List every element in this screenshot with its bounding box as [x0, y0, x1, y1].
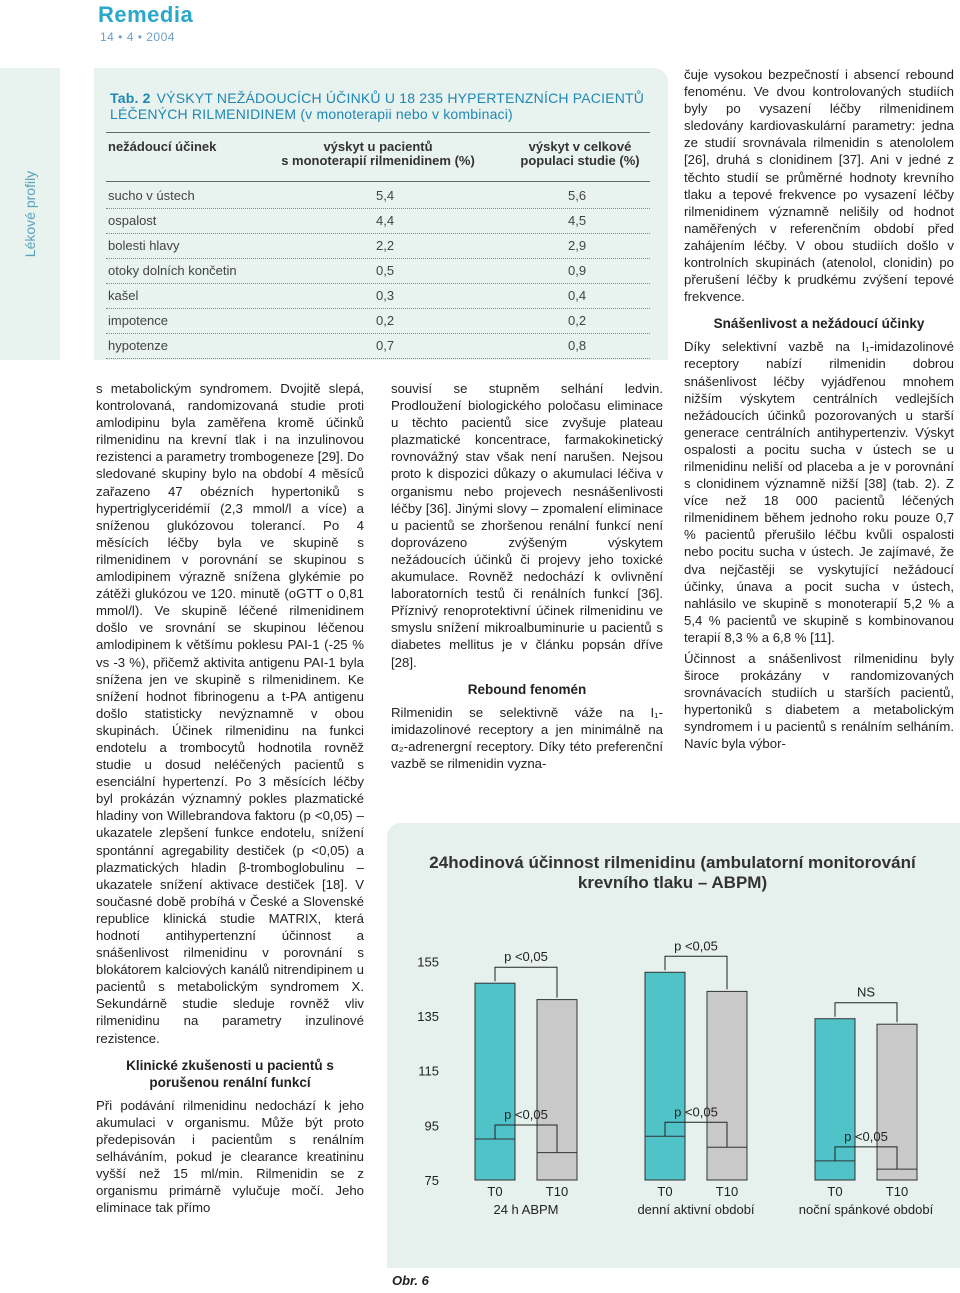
table-row	[106, 208, 650, 234]
brand-logo: Remedia	[98, 2, 194, 27]
cell-mono: 0,3	[376, 288, 395, 303]
paragraph: Díky selektivní vazbě na I₁-imidazolinové receptory nabízí rilmenidin dobrou snášenlivost léčby vyjádřenou mnohem nižším výskytem centrálních vedlejších nežádoucích účinků pozorovaných u starší generace centrálních antihypertenziv. Výskyt ospalosti a pocitu sucha v ústech se u rilmenidinu neliší od placeba a je v porovnání s clonidinem významně nižší [38] (tab. 2). Z více než 18 000 pacientů léčených rilmenidinem během jednoho roku pouze 0,7 % pacientů přerušilo léčbu kvůli ospalosti nebo pocitu sucha v ústech. Je zajímavé, že dva nejčastěji se vyskytující nežádoucí účinky, únava a pocit sucha v ústech, nahlásilo ve skupině s monoterapií 5,2 % a 5,4 % pacientů ve skupině s kombinovanou terapií 8,3 % a 6,8 % [11].	[684, 339, 954, 645]
x-tick-label: T0	[827, 1184, 843, 1199]
x-tick-label: T10	[715, 1184, 739, 1199]
y-tick-label: 95	[424, 1118, 439, 1134]
paragraph: čuje vysokou bezpečností i absencí rebound fenoménu. Ve dvou kontrolovaných studiích byly po vysazení léčby rilmenidinem sledovány kardiovaskulární parametry: jedna ze studií srovnávala rilmenidin s atenololem [26], druhá s clonidinem [37]. Ani v jedné z těchto studií se průměrné hodnoty krevního tlaku a tepové frekvence po vysazení léčby rilmenidinem významně nelišily od hodnot naměřených v referenčním období před zahájením léčby. V obou studiích došlo v kontrolních skupinách (atenolol, clonidin) po přerušení léčby k prudkému zvýšení tepové frekvence.	[684, 67, 954, 305]
table-row	[106, 183, 650, 209]
cell-total: 0,2	[568, 313, 587, 328]
cell-mono: 4,4	[376, 213, 395, 228]
table-col-mono-line2: s monoterapií rilmenidinem (%)	[281, 153, 475, 168]
table-row	[106, 283, 650, 309]
paragraph: Účinnost a snášenlivost rilmenidinu byly široce prokázány v randomizovaných srovnávacích studiích u starších pacientů, hypertoniků s diabetem a metabolickým syndromem i u pacientů s renálním selháním. Navíc byla výbor-	[684, 651, 954, 752]
table-col-total-line2: populaci studie (%)	[520, 153, 640, 168]
significance-label: p <0,05	[504, 1107, 548, 1122]
abpm-bar-chart	[387, 900, 960, 1230]
x-tick-label: T0	[657, 1184, 673, 1199]
cell-effect: sucho v ústech	[108, 188, 195, 203]
table-title-text: VÝSKYT NEŽÁDOUCÍCH ÚČINKŮ U 18 235 HYPERTENZNÍCH PACIENTŮ LÉČENÝCH RILMENIDINEM (v monoterapii nebo v kombinaci)	[110, 90, 645, 122]
table-row	[106, 233, 650, 259]
table-number: Tab. 2	[110, 90, 151, 106]
cell-effect: otoky dolních končetin	[108, 263, 237, 278]
section-heading-renal: Klinické zkušenosti u pacientů s porušenou renální funkcí	[126, 1057, 334, 1090]
y-tick-label: 115	[418, 1063, 439, 1079]
table-col-mono-line1: výskyt u pacientů	[323, 139, 433, 154]
x-tick-label: T10	[545, 1184, 569, 1199]
bar-t0	[645, 972, 685, 1180]
group-label: 24 h ABPM	[493, 1202, 559, 1217]
text-column-middle	[391, 380, 663, 772]
cell-mono: 2,2	[376, 238, 395, 253]
section-label: Lékové profily	[22, 170, 38, 258]
cell-mono: 0,5	[376, 263, 395, 278]
paragraph: Při podávání rilmenidinu nedochází k jeho akumulaci v organismu. Může být proto předepisován i pacientům s renálním selháváním, pokud je clearance kreatininu vyšší než 15 ml/min. Rilmenidin se z organismu primárně vylučuje močí. Jeho eliminace tak přímo	[96, 1097, 364, 1216]
section-heading-tolerability: Snášenlivost a nežádoucí účinky	[713, 316, 925, 332]
cell-total: 5,6	[568, 188, 587, 203]
cell-effect: ospalost	[108, 213, 157, 228]
table-col-total-line1: výskyt v celkové	[528, 139, 632, 154]
significance-label: NS	[856, 984, 876, 1000]
table-title	[110, 90, 650, 122]
bar-t0	[475, 983, 515, 1180]
text-column-left	[96, 380, 364, 1216]
section-heading-rebound: Rebound fenomén	[467, 681, 587, 697]
y-tick-label: 75	[424, 1173, 439, 1188]
table-row	[106, 258, 650, 284]
significance-label: p <0,05	[674, 938, 718, 954]
chart-title: 24hodinová účinnost rilmenidinu (ambulatorní monitorování krevního tlaku – ABPM)	[429, 853, 916, 892]
cell-effect: impotence	[108, 313, 168, 328]
cell-mono: 5,4	[376, 188, 395, 203]
table-header-rule-bottom	[106, 181, 650, 182]
significance-label: p <0,05	[504, 949, 548, 965]
paragraph: Rilmenidin se selektivně váže na I₁-imidazolinové receptory a jen minimálně na α₂-adrenergní receptory. Díky této preferenční vazbě se rilmenidin vyzna-	[391, 704, 663, 771]
cell-total: 0,8	[568, 338, 587, 353]
table-row	[106, 308, 650, 334]
table-row	[106, 333, 650, 359]
paragraph: souvisí se stupněm selhání ledvin. Prodloužení biologického poločasu eliminace u těchto pacientů sice zvyšuje plateau plazmatické koncentrace, farmakokinetický rovnovážný stav však není narušen. Nejsou proto k dispozici důkazy o akumulaci léčiva v organismu nebo projevech nesnášenlivosti léčby [36]. Jinými slovy – zpomalení eliminace u pacientů se zhoršenou renální funkcí není doprovázeno zvýšeným výskytem nežádoucích účinků či projevy jeho toxické akumulace. Rovněž nedochází k ovlivnění laboratorních testů či renálních funkcí [36]. Příznivý renoprotektivní účinek rilmenidinu ve smyslu snížení mikroalbuminurie u pacientů s diabetes mellitus je v článku popsán dříve [28].	[391, 381, 663, 670]
cell-total: 0,9	[568, 263, 587, 278]
bar-t10	[707, 991, 747, 1180]
cell-total: 0,4	[568, 288, 587, 303]
text-column-right	[684, 66, 954, 753]
group-label: denní aktivní období	[637, 1202, 755, 1217]
table-col-total	[500, 140, 660, 168]
x-tick-label: T0	[487, 1184, 503, 1199]
significance-label: p <0,05	[674, 1104, 718, 1120]
table-header-rule	[106, 132, 650, 133]
cell-effect: hypotenze	[108, 338, 168, 353]
cell-total: 4,5	[568, 213, 587, 228]
x-tick-label: T10	[885, 1184, 909, 1199]
y-tick-label: 135	[417, 1009, 439, 1024]
cell-mono: 0,7	[376, 338, 395, 353]
cell-total: 2,9	[568, 238, 587, 253]
y-tick-label: 155	[417, 954, 439, 970]
cell-effect: kašel	[108, 288, 139, 303]
cell-mono: 0,2	[376, 313, 395, 328]
figure-label: Obr. 6	[392, 1273, 429, 1288]
table-col-effect: nežádoucí účinek	[108, 139, 217, 154]
significance-label: p <0,05	[844, 1128, 888, 1144]
table-col-mono	[268, 140, 488, 168]
issue-number: 14 • 4 • 2004	[100, 30, 175, 44]
cell-effect: bolesti hlavy	[108, 238, 180, 253]
group-label: noční spánkové období	[798, 1202, 934, 1217]
paragraph: s metabolickým syndromem. Dvojitě slepá, kontrolovaná, randomizovaná studie proti amlodipinu byla zaměřena kromě účinků rilmenidinu na krevní tlak i na inzulinovou rezistenci a parametry trombogeneze [29]. Do sledované skupiny bylo na období 4 měsíců zařazeno 47 obézních hypertoniků s hypertriglyceridémií (2,3 mmol/l a více) a sníženou glukózovou tolerancí. Po 4 měsících léčby byla ve skupině s rilmenidinem v porovnání se skupinou s amlodipinem výrazně snížena glykémie po zátěži glukózou ve 120. minutě (oGTT o 0,81 mmol/l). Ve skupině léčené rilmenidinem došlo ve srovnání se skupinou léčenou amlodipinem k většímu poklesu PAI-1 (-25 % vs -3 %), přičemž aktivita antigenu PAI-1 byla snížena jen ve skupině s rilmenidinem. Ke snížení hodnot fibrinogenu a t-PA antigenu došlo statisticky nevýznamně v obou skupinách. Účinek rilmenidinu na funkci endotelu a trombocytů hodnotila rovněž studie u dosud neléčených pacientů s esenciální hypertenzí. Po 3 měsících léčby byl prokázán významný pokles plazmatické hladiny von Willebrandova faktoru (p <0,05) – ukazatele zlepšení funkce endotelu, snížení spontánní agregability destiček (p <0,05) a plazmatických hladin β-tromboglobulinu – ukazatele snížení aktivace destiček [18]. V současné době probíhá v České a Slovenské republice klinická studie MATRIX, která hodnotí antihypertenzní účinnost a snášenlivost rilmenidinu v porovnání s blokátorem kalciových kanálů nitrendipinem u pacientů s metabolickým syndromem X. Sekundárně studie sleduje rovněž vliv rilmenidinu na parametry inzulinové rezistence.	[96, 381, 364, 1046]
